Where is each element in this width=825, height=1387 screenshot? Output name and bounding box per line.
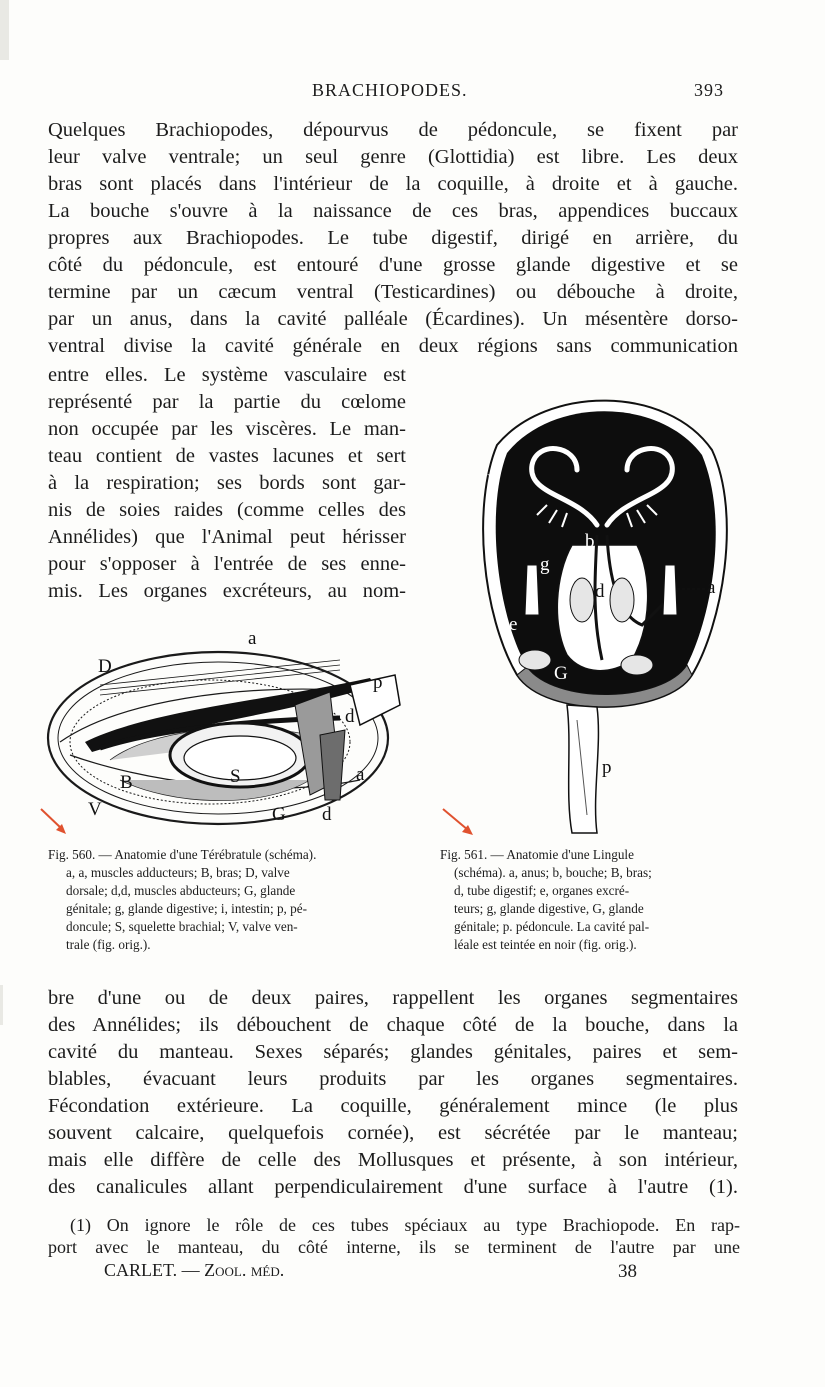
caption-line: a, a, muscles adducteurs; B, bras; D, valve bbox=[66, 865, 290, 880]
figure-label: d bbox=[345, 706, 355, 727]
figure-label: V bbox=[88, 799, 102, 820]
text-line: côté du pédoncule, est entouré d'une grosse glande digestive et se bbox=[48, 254, 738, 276]
text-line: non occupée par les viscères. Le man- bbox=[48, 418, 406, 440]
text-line: souvent calcaire, quelquefois cornée), est sécrétée par le manteau; bbox=[48, 1122, 738, 1144]
caption-line: dorsale; d,d, muscles abducteurs; G, glande bbox=[66, 883, 296, 898]
figure-561-lingula bbox=[437, 375, 767, 835]
pointer-arrow-icon bbox=[440, 806, 476, 838]
text-line: mis. Les organes excréteurs, au nom- bbox=[48, 580, 406, 602]
text-line: teau contient de vastes lacunes et sert bbox=[48, 445, 406, 467]
scan-edge-mark bbox=[0, 0, 9, 60]
text-line: Quelques Brachiopodes, dépourvus de pédoncule, se fixent par bbox=[48, 119, 738, 141]
footnote-line: port avec le manteau, du côté interne, ils se terminent de l'autre par une bbox=[48, 1237, 740, 1257]
figure-label: p bbox=[602, 757, 612, 778]
text-line: des Annélides; ils débouchent de chaque côté de la bouche, dans la bbox=[48, 1014, 738, 1036]
figure-label: G bbox=[554, 663, 568, 684]
caption-line: d, tube digestif; e, organes excré- bbox=[454, 883, 630, 898]
text-line: cavité du manteau. Sexes séparés; glandes génitales, paires et sem- bbox=[48, 1041, 738, 1063]
caption-line: léale est teintée en noir (fig. orig.). bbox=[454, 937, 637, 952]
pointer-arrow-icon bbox=[38, 806, 70, 836]
text-line: Annélides) que l'Animal peut hérisser bbox=[48, 526, 406, 548]
text-line: bras sont placés dans l'intérieur de la coquille, à droite et à gauche. bbox=[48, 173, 738, 195]
figure-label: d bbox=[595, 581, 605, 602]
figure-label: d bbox=[322, 804, 332, 825]
figure-label: a bbox=[707, 577, 716, 598]
text-line: entre elles. Le système vasculaire est bbox=[48, 364, 406, 386]
text-line: Fécondation extérieure. La coquille, généralement mince (le plus bbox=[48, 1095, 738, 1117]
caption-line: Fig. 561. — Anatomie d'une Lingule bbox=[440, 847, 634, 862]
figure-label: B bbox=[120, 772, 133, 793]
text-line: La bouche s'ouvre à la naissance de ces bras, appendices buccaux bbox=[48, 200, 738, 222]
figure-label: G bbox=[272, 804, 286, 825]
text-line: termine par un cæcum ventral (Testicardines) ou débouche à droite, bbox=[48, 281, 738, 303]
figure-label: a bbox=[356, 764, 365, 785]
text-line: leur valve ventrale; un seul genre (Glottidia) est libre. Les deux bbox=[48, 146, 738, 168]
text-line: à la respiration; ses bords sont gar- bbox=[48, 472, 406, 494]
figure-label: g bbox=[540, 554, 550, 575]
text-line: propres aux Brachiopodes. Le tube digestif, dirigé en arrière, du bbox=[48, 227, 738, 249]
figure-label: D bbox=[98, 656, 112, 677]
text-line: des canalicules allant perpendiculairement d'une surface à l'autre (1). bbox=[48, 1176, 738, 1198]
text-line: ventral divise la cavité générale en deux régions sans communication bbox=[48, 335, 738, 357]
text-line: blables, évacuant leurs produits par les organes segmentaires. bbox=[48, 1068, 738, 1090]
running-title: BRACHIOPODES. bbox=[312, 80, 468, 100]
figure-label: b bbox=[585, 531, 595, 552]
scan-edge-mark bbox=[0, 985, 3, 1025]
sheet-number: 38 bbox=[618, 1261, 637, 1282]
text-line: mais elle diffère de celle des Mollusques et présente, à son intérieur, bbox=[48, 1149, 738, 1171]
caption-line: doncule; S, squelette brachial; V, valve ven- bbox=[66, 919, 298, 934]
text-line: par un anus, dans la cavité palléale (Écardines). Un mésentère dorso- bbox=[48, 308, 738, 330]
figure-label: S bbox=[230, 766, 241, 787]
page-number: 393 bbox=[694, 80, 724, 100]
caption-line: génitale; p. pédoncule. La cavité pal- bbox=[454, 919, 650, 934]
footnote-line: (1) On ignore le rôle de ces tubes spéciaux au type Brachiopode. En rap- bbox=[70, 1215, 740, 1235]
footer-signature: CARLET. — Zool. méd. bbox=[104, 1260, 285, 1280]
text-line: nis de soies raides (comme celles des bbox=[48, 499, 406, 521]
figure-label: p bbox=[373, 672, 383, 693]
caption-line: génitale; g, glande digestive; i, intestin; p, pé- bbox=[66, 901, 307, 916]
text-line: bre d'une ou de deux paires, rappellent les organes segmentaires bbox=[48, 987, 738, 1009]
figure-label: B bbox=[487, 471, 500, 492]
text-line: pour s'opposer à l'entrée de ses enne- bbox=[48, 553, 406, 575]
figure-560-terebratula bbox=[40, 630, 410, 835]
text-line: représenté par la partie du cœlome bbox=[48, 391, 406, 413]
figure-label: e bbox=[509, 614, 518, 635]
figure-label: a bbox=[248, 630, 257, 649]
caption-line: Fig. 560. — Anatomie d'une Térébratule (schéma). bbox=[48, 847, 317, 862]
caption-line: (schéma). a, anus; b, bouche; B, bras; bbox=[454, 865, 652, 880]
caption-line: teurs; g, glande digestive, G, glande bbox=[454, 901, 644, 916]
caption-line: trale (fig. orig.). bbox=[66, 937, 151, 952]
